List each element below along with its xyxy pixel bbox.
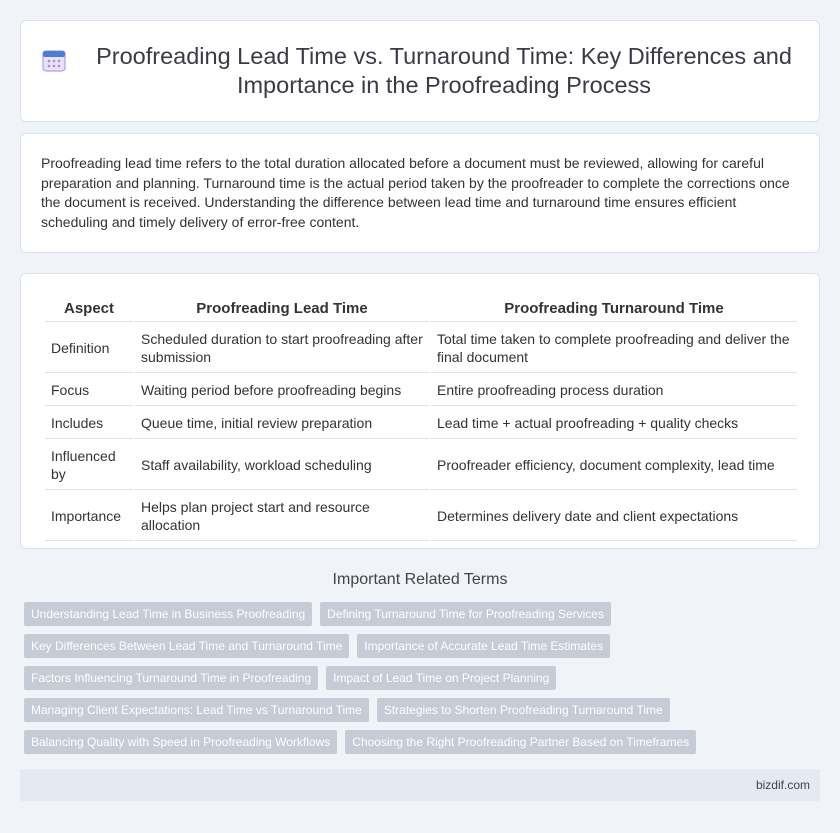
table-row [45, 441, 797, 490]
tag-row [24, 698, 824, 722]
cell-lead-time: Staff availability, workload scheduling [135, 441, 429, 490]
cell-turnaround-time: Lead time + actual proofreading + quality checks [431, 408, 797, 439]
cell-lead-time: Waiting period before proofreading begins [135, 375, 429, 406]
page-title: Proofreading Lead Time vs. Turnaround Time: Key Differences and Importance in the Proofreading Process [96, 43, 792, 98]
title-card [20, 20, 820, 122]
related-term-tag[interactable]: Defining Turnaround Time for Proofreading Services [320, 602, 611, 626]
column-header-aspect: Aspect [45, 296, 133, 322]
cell-turnaround-time: Determines delivery date and client expectations [431, 492, 797, 541]
calendar-icon [41, 47, 67, 73]
table-row [45, 408, 797, 439]
related-term-tag[interactable]: Importance of Accurate Lead Time Estimates [357, 634, 610, 658]
related-term-tag[interactable]: Understanding Lead Time in Business Proofreading [24, 602, 312, 626]
table-header-row [45, 296, 797, 322]
comparison-table [43, 294, 799, 543]
cell-aspect: Influenced by [45, 441, 133, 490]
cell-turnaround-time: Entire proofreading process duration [431, 375, 797, 406]
related-term-tag[interactable]: Impact of Lead Time on Project Planning [326, 666, 556, 690]
related-term-tag[interactable]: Key Differences Between Lead Time and Turnaround Time [24, 634, 349, 658]
related-terms-list [24, 602, 824, 762]
column-header-lead-time: Proofreading Lead Time [135, 296, 429, 322]
cell-lead-time: Helps plan project start and resource allocation [135, 492, 429, 541]
cell-aspect: Importance [45, 492, 133, 541]
intro-card [20, 133, 820, 253]
table-row [45, 375, 797, 406]
tag-row [24, 602, 824, 626]
footer-site-link[interactable]: bizdif.com [755, 778, 810, 792]
cell-turnaround-time: Proofreader efficiency, document complexity, lead time [431, 441, 797, 490]
related-term-tag[interactable]: Balancing Quality with Speed in Proofreading Workflows [24, 730, 337, 754]
cell-lead-time: Queue time, initial review preparation [135, 408, 429, 439]
cell-aspect: Focus [45, 375, 133, 406]
footer [20, 769, 820, 801]
related-term-tag[interactable]: Managing Client Expectations: Lead Time vs Turnaround Time [24, 698, 369, 722]
tag-row [24, 730, 824, 754]
cell-aspect: Definition [45, 324, 133, 373]
related-term-tag[interactable]: Choosing the Right Proofreading Partner Based on Timeframes [345, 730, 696, 754]
title-row [21, 21, 819, 121]
cell-turnaround-time: Total time taken to complete proofreading and deliver the final document [431, 324, 797, 373]
tag-row [24, 666, 824, 690]
cell-aspect: Includes [45, 408, 133, 439]
intro-paragraph: Proofreading lead time refers to the total duration allocated before a document must be reviewed, allowing for careful preparation and planning. Turnaround time is the actual period taken by the proofreader to complete the corrections once the document is received. Understanding the difference between lead time and turnaround time ensures efficient scheduling and timely delivery of error-free content. [41, 155, 790, 230]
related-term-tag[interactable]: Factors Influencing Turnaround Time in Proofreading [24, 666, 318, 690]
column-header-turnaround-time: Proofreading Turnaround Time [431, 296, 797, 322]
tag-row [24, 634, 824, 658]
related-terms-title: Important Related Terms [332, 571, 508, 588]
table-row [45, 324, 797, 373]
related-term-tag[interactable]: Strategies to Shorten Proofreading Turnaround Time [377, 698, 670, 722]
table-row [45, 492, 797, 541]
comparison-table-card [20, 273, 820, 549]
cell-lead-time: Scheduled duration to start proofreading after submission [135, 324, 429, 373]
